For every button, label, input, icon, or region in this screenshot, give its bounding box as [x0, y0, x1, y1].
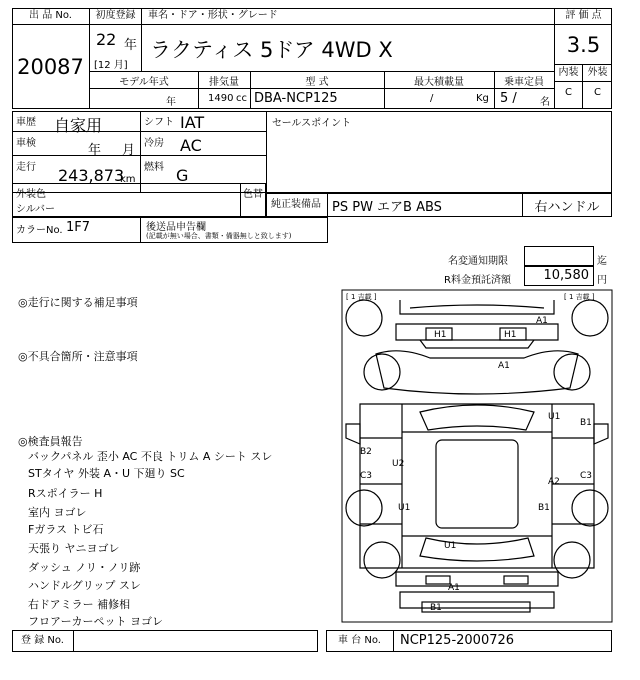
spec-div-1 [198, 71, 199, 109]
driving-notes-title: ◎走行に関する補足事項 [18, 296, 138, 309]
cc-unit: cc [236, 93, 247, 104]
exterior-label: 外装 [583, 65, 612, 82]
mark-c3-left: C3 [360, 471, 373, 481]
mark-a1-front: A1 [536, 316, 548, 326]
mark-u2-left: U2 [392, 459, 405, 469]
details-row-2 [12, 155, 266, 156]
first-reg-label: 初度登録 [90, 8, 142, 25]
note-line-6: 天張り ヤニヨゴレ [28, 542, 120, 555]
first-reg-divider [90, 25, 142, 71]
wheel-side-right-icon [554, 354, 590, 390]
wheel-front-right-icon [572, 300, 608, 336]
color-value: シルバー [16, 204, 56, 215]
exterior-grade: C [594, 87, 601, 98]
wheel-front-left-icon [346, 300, 382, 336]
type-label: 型 式 [305, 77, 329, 88]
mark-h1-left: H1 [434, 330, 447, 340]
defects-title: ◎不具合箇所・注意事項 [18, 350, 138, 363]
load-kg: Kg [476, 93, 489, 104]
mark-a2-right: A2 [548, 477, 560, 487]
color-label: 外装色 [16, 189, 46, 200]
model-year-label: モデル年式 [119, 77, 169, 88]
lot-label: 出 品 No. [12, 8, 90, 25]
ac-label: 冷房 [144, 138, 164, 149]
corner-label-right: [ 1 吉載 ] [564, 293, 595, 301]
capacity-value: 5 / [500, 91, 517, 106]
spec-div-4 [494, 71, 495, 109]
wheel-side-left-icon [364, 354, 400, 390]
details-row-1 [12, 131, 266, 132]
car-diagram [340, 288, 614, 624]
name-change-box [524, 246, 594, 266]
displacement-label: 排気量 [209, 77, 239, 88]
headlight-bar [396, 324, 558, 340]
shift-value: IAT [180, 113, 205, 132]
equipment-value: PS PW エアB ABS [332, 200, 442, 215]
mark-a1-hood: A1 [498, 361, 510, 371]
km-unit: km [120, 174, 136, 185]
mark-b1-right: B1 [580, 418, 592, 428]
max-load-label: 最大積載量 [414, 77, 464, 88]
docs-note: (記載が無い場合、書類・備器無しと致します) [146, 232, 292, 240]
note-line-1: バックパネル 歪小 AC 不良 トリム A シート スレ [28, 450, 273, 463]
recolor-label: 色替 [243, 189, 263, 200]
mark-u1-left: U1 [398, 503, 411, 513]
wheel-rear-right-icon [572, 490, 608, 526]
interior-label: 内装 [554, 65, 583, 82]
note-line-9: 右ドアミラー 補修相 [28, 598, 131, 611]
first-reg-year-unit: 年 [124, 38, 138, 53]
windshield [420, 405, 534, 430]
load-slash: / [430, 93, 434, 104]
steering-value: 右ハンドル [534, 200, 600, 215]
mirror-left [346, 424, 360, 444]
car-name-label: 車名・ドア・形状・グレード [142, 8, 554, 25]
note-line-2: STタイヤ 外装 A・U 下廻り SC [28, 467, 185, 480]
mark-b1-rear: B1 [538, 503, 550, 513]
recycle-label: R料金預託済額 [444, 275, 511, 286]
fuel-label: 燃料 [144, 162, 164, 173]
hood [376, 351, 578, 394]
color-no-value: 1F7 [66, 220, 91, 235]
docs-cell [140, 217, 141, 243]
name-change-unit: 迄 [597, 256, 607, 267]
shift-label: シフト [144, 117, 174, 128]
rear-window [420, 538, 534, 561]
displacement-value: 1490 [208, 93, 234, 104]
lot-number: 20087 [12, 25, 90, 109]
details-mid [140, 111, 141, 193]
reg-label: 登 録 No. [12, 630, 74, 652]
mark-a1-rear: A1 [448, 583, 460, 593]
note-line-7: ダッシュ ノリ・ノリ跡 [28, 561, 141, 574]
spec-row-top [90, 71, 554, 72]
note-line-4: 室内 ヨゴレ [28, 506, 87, 519]
car-name: ラクティス 5ドア 4WD X [150, 38, 393, 62]
rear-bumper [396, 572, 558, 586]
spec-div-2 [250, 71, 251, 109]
wheel-rear-left-icon [346, 490, 382, 526]
corner-label-left: [ 1 吉載 ] [346, 293, 377, 301]
mark-u1-rear: U1 [444, 541, 457, 551]
mirror-right [594, 424, 608, 444]
ac-value: AC [180, 136, 202, 155]
history-value: 自家用 [54, 116, 103, 135]
spec-row-mid [90, 88, 554, 89]
docs-label: 後送品申告欄 [146, 222, 206, 233]
roof-panel [436, 440, 518, 528]
score-value: 3.5 [554, 25, 612, 65]
mark-b2-left: B2 [360, 447, 372, 457]
mileage-label: 走行 [16, 162, 36, 173]
details-split [266, 111, 267, 193]
spec-div-3 [384, 71, 385, 109]
equipment-label: 純正装備品 [266, 193, 328, 217]
inspection-label: 車検 [16, 138, 36, 149]
note-line-8: ハンドルグリップ スレ [28, 579, 141, 592]
color-no-label: カラーNo. [16, 225, 63, 236]
chassis-label: 車 台 No. [326, 630, 394, 652]
sales-point-label: セールスポイント [272, 118, 352, 129]
first-reg-month: [12 月] [94, 60, 128, 71]
mark-b1-bottom: B1 [430, 603, 442, 613]
fuel-value: G [176, 166, 189, 185]
capacity-unit: 名 [540, 97, 550, 108]
capacity-label: 乗車定員 [504, 77, 544, 88]
score-label: 評 価 点 [554, 8, 612, 25]
history-label: 車歴 [16, 117, 36, 128]
inspection-month: 月 [122, 143, 136, 158]
mileage-value: 243,873 [58, 166, 125, 185]
first-reg-year: 22 [96, 30, 117, 49]
mark-c3-right: C3 [580, 471, 593, 481]
recycle-box: 10,580 [524, 266, 594, 286]
inspection-year: 年 [88, 143, 102, 158]
interior-grade: C [554, 82, 583, 109]
name-change-label: 名変通知期限 [448, 256, 508, 267]
note-line-5: Fガラス トビ石 [28, 523, 104, 536]
mark-h1-right: H1 [504, 330, 517, 340]
recycle-unit: 円 [597, 275, 607, 286]
chassis-no: NCP125-2000726 [400, 633, 515, 648]
note-line-10: フロアーカーペット ヨゴレ [28, 615, 163, 628]
mark-u1-right: U1 [548, 412, 561, 422]
note-line-3: Rスポイラー H [28, 487, 103, 500]
model-code: DBA-NCP125 [254, 91, 338, 106]
model-year-value: 年 [166, 97, 176, 108]
inspector-title: ◎検査員報告 [18, 435, 83, 448]
